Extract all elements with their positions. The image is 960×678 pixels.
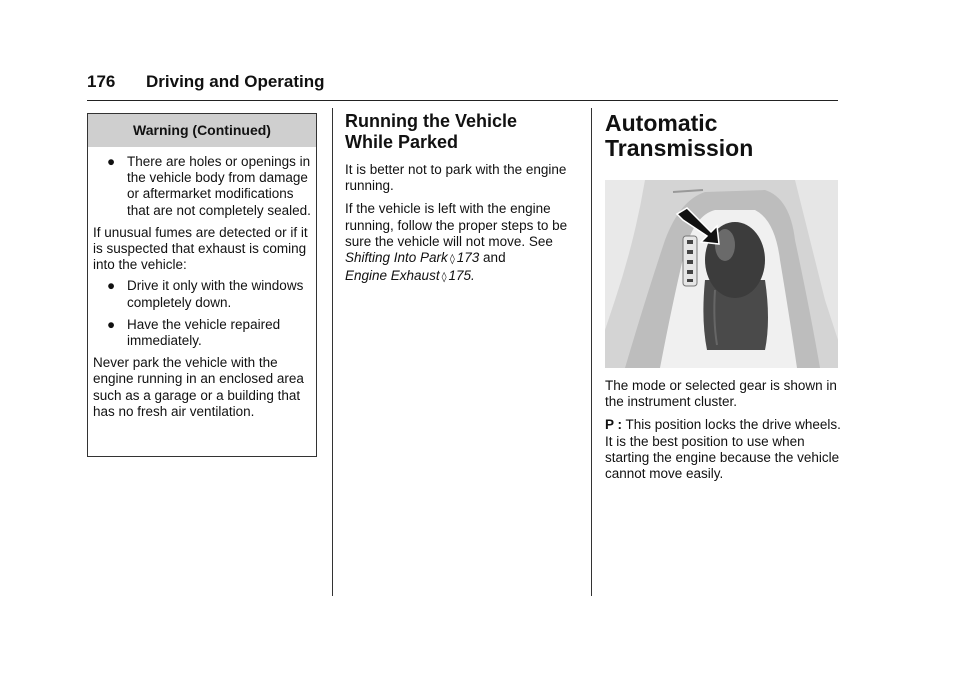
bullet-dot-icon: ● — [107, 278, 116, 294]
warning-body — [88, 147, 316, 420]
bullet-text: Drive it only with the windows completely down. — [127, 278, 304, 310]
page-header — [87, 72, 838, 101]
body-paragraph: It is better not to park with the engine running. — [345, 162, 567, 194]
running-parked-section — [345, 111, 570, 293]
heading-line: Running the Vehicle — [345, 111, 518, 131]
bullet-text: Have the vehicle repaired immediately. — [127, 316, 281, 349]
body-paragraph — [605, 417, 841, 482]
column-divider-2 — [591, 108, 592, 596]
xref-link-shifting-into-park[interactable]: Shifting Into Park — [345, 250, 448, 266]
bullet-dot-icon: ● — [107, 316, 116, 332]
warning-paragraph: Never park the vehicle with the engine running in an enclosed area such as a garage or a building that has no fresh air ventilation. — [93, 355, 304, 419]
xref-arrow-icon: ◊ — [441, 272, 447, 284]
section-heading — [605, 111, 841, 161]
xref-link-engine-exhaust[interactable]: Engine Exhaust — [345, 268, 440, 284]
body-paragraph: The mode or selected gear is shown in the instrument cluster. — [605, 378, 837, 410]
gear-shifter-icon — [605, 180, 838, 368]
paragraph-text: This position locks the drive wheels. It is the best position to use when starting the engine because the vehicle cannot move easily. — [605, 417, 841, 482]
warning-bullet — [93, 317, 311, 349]
paragraph-text: If the vehicle is left with the engine running, follow the proper steps to be sure the vehicle will not move. See — [345, 201, 568, 249]
xref-page-number[interactable]: 175. — [448, 268, 475, 284]
heading-line: Automatic — [605, 110, 718, 136]
bullet-text: There are holes or openings in the vehicle body from damage or aftermarket modifications that are not completely sealed. — [127, 154, 311, 218]
heading-line: Transmission — [605, 135, 754, 161]
bullet-dot-icon: ● — [107, 154, 116, 169]
gear-shifter-illustration — [605, 180, 838, 368]
xref-page-number[interactable]: 173 — [456, 250, 480, 266]
warning-paragraph: If unusual fumes are detected or if it is suspected that exhaust is coming into the vehicle: — [93, 224, 308, 273]
warning-bullet — [93, 278, 311, 310]
warning-box — [87, 113, 317, 457]
column-divider-1 — [332, 108, 333, 596]
section-heading — [345, 111, 570, 153]
body-paragraph — [345, 201, 570, 286]
xref-arrow-icon: ◊ — [449, 254, 455, 266]
warning-bullet — [93, 154, 311, 219]
gear-label-p: P : — [605, 417, 623, 433]
section-title: Driving and Operating — [146, 72, 325, 91]
heading-line: While Parked — [345, 132, 459, 152]
warning-title: Warning (Continued) — [88, 114, 316, 147]
paragraph-text: and — [479, 250, 506, 266]
automatic-transmission-section — [605, 111, 841, 489]
page-number: 176 — [87, 72, 116, 91]
